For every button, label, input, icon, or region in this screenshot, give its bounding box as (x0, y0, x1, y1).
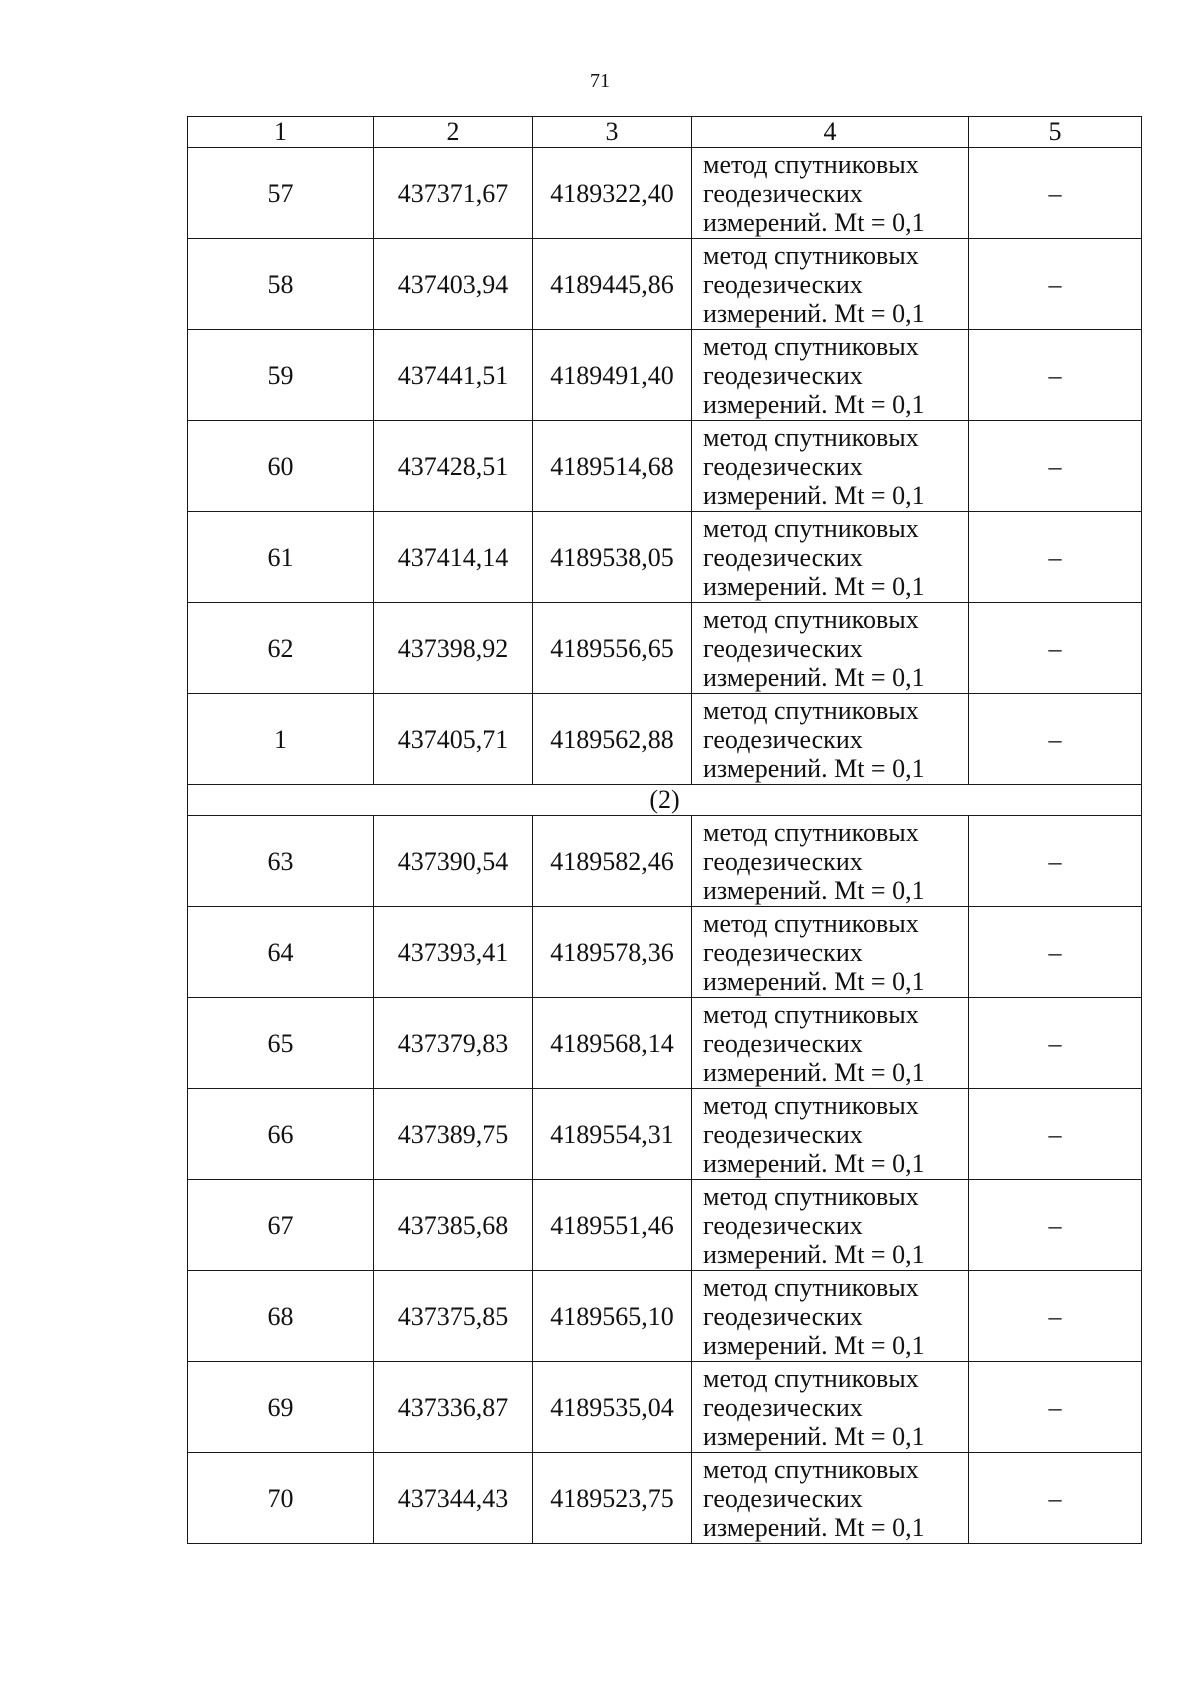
method-line: геодезических (703, 1301, 863, 1331)
x-coordinate-cell: 437390,54 (374, 816, 533, 907)
method-line: метод спутниковых (703, 1454, 919, 1484)
method-line: геодезических (703, 937, 863, 967)
point-cell: 1 (188, 694, 374, 785)
method-line: геодезических (703, 178, 863, 208)
y-coordinate-cell: 4189523,75 (533, 1453, 692, 1544)
point-cell: 65 (188, 998, 374, 1089)
method-line: геодезических (703, 1210, 863, 1240)
method-line: измерений. Mt = 0,1 (703, 966, 925, 996)
section-label: (2) (188, 785, 1142, 816)
method-line: метод спутниковых (703, 1363, 919, 1393)
table-row (188, 1271, 1142, 1362)
table-row (188, 816, 1142, 907)
method-cell (692, 907, 969, 998)
method-cell (692, 330, 969, 421)
table-row (188, 148, 1142, 239)
point-cell: 64 (188, 907, 374, 998)
method-cell (692, 421, 969, 512)
header-cell-4: 4 (692, 117, 969, 148)
method-line: измерений. Mt = 0,1 (703, 480, 925, 510)
point-cell: 59 (188, 330, 374, 421)
table-row (188, 512, 1142, 603)
note-cell: – (969, 1089, 1142, 1180)
point-cell: 70 (188, 1453, 374, 1544)
y-coordinate-cell: 4189491,40 (533, 330, 692, 421)
note-cell: – (969, 1271, 1142, 1362)
x-coordinate-cell: 437375,85 (374, 1271, 533, 1362)
method-cell (692, 998, 969, 1089)
note-cell: – (969, 148, 1142, 239)
note-cell: – (969, 1362, 1142, 1453)
method-cell (692, 1180, 969, 1271)
method-cell (692, 1453, 969, 1544)
note-cell: – (969, 694, 1142, 785)
table-row (188, 907, 1142, 998)
note-cell: – (969, 421, 1142, 512)
point-cell: 60 (188, 421, 374, 512)
method-line: геодезических (703, 1028, 863, 1058)
point-cell: 62 (188, 603, 374, 694)
table-row (188, 239, 1142, 330)
x-coordinate-cell: 437428,51 (374, 421, 533, 512)
table-row (188, 1180, 1142, 1271)
header-cell-5: 5 (969, 117, 1142, 148)
y-coordinate-cell: 4189322,40 (533, 148, 692, 239)
method-line: измерений. Mt = 0,1 (703, 1330, 925, 1360)
y-coordinate-cell: 4189445,86 (533, 239, 692, 330)
method-cell (692, 1089, 969, 1180)
section-row (188, 785, 1142, 816)
method-cell (692, 239, 969, 330)
method-line: измерений. Mt = 0,1 (703, 1512, 925, 1542)
method-line: геодезических (703, 1483, 863, 1513)
method-line: измерений. Mt = 0,1 (703, 571, 925, 601)
x-coordinate-cell: 437441,51 (374, 330, 533, 421)
method-line: метод спутниковых (703, 1272, 919, 1302)
y-coordinate-cell: 4189578,36 (533, 907, 692, 998)
x-coordinate-cell: 437385,68 (374, 1180, 533, 1271)
method-line: геодезических (703, 1392, 863, 1422)
x-coordinate-cell: 437379,83 (374, 998, 533, 1089)
table-row (188, 421, 1142, 512)
x-coordinate-cell: 437414,14 (374, 512, 533, 603)
method-line: метод спутниковых (703, 513, 919, 543)
method-line: геодезических (703, 724, 863, 754)
point-cell: 61 (188, 512, 374, 603)
method-cell (692, 1362, 969, 1453)
method-line: метод спутниковых (703, 999, 919, 1029)
table-row (188, 1089, 1142, 1180)
page-number: 71 (590, 70, 610, 92)
method-line: измерений. Mt = 0,1 (703, 207, 925, 237)
point-cell: 67 (188, 1180, 374, 1271)
y-coordinate-cell: 4189535,04 (533, 1362, 692, 1453)
method-line: метод спутниковых (703, 240, 919, 270)
method-line: метод спутниковых (703, 908, 919, 938)
note-cell: – (969, 907, 1142, 998)
y-coordinate-cell: 4189568,14 (533, 998, 692, 1089)
point-cell: 66 (188, 1089, 374, 1180)
y-coordinate-cell: 4189514,68 (533, 421, 692, 512)
x-coordinate-cell: 437336,87 (374, 1362, 533, 1453)
header-cell-2: 2 (374, 117, 533, 148)
method-cell (692, 148, 969, 239)
method-line: измерений. Mt = 0,1 (703, 1421, 925, 1451)
x-coordinate-cell: 437389,75 (374, 1089, 533, 1180)
method-line: метод спутниковых (703, 331, 919, 361)
note-cell: – (969, 603, 1142, 694)
x-coordinate-cell: 437344,43 (374, 1453, 533, 1544)
note-cell: – (969, 816, 1142, 907)
table-body (188, 117, 1142, 1544)
note-cell: – (969, 1453, 1142, 1544)
x-coordinate-cell: 437403,94 (374, 239, 533, 330)
method-line: метод спутниковых (703, 422, 919, 452)
method-line: измерений. Mt = 0,1 (703, 1239, 925, 1269)
y-coordinate-cell: 4189551,46 (533, 1180, 692, 1271)
method-line: метод спутниковых (703, 695, 919, 725)
method-cell (692, 1271, 969, 1362)
method-line: геодезических (703, 846, 863, 876)
y-coordinate-cell: 4189554,31 (533, 1089, 692, 1180)
x-coordinate-cell: 437405,71 (374, 694, 533, 785)
method-line: геодезических (703, 633, 863, 663)
method-line: измерений. Mt = 0,1 (703, 1057, 925, 1087)
method-cell (692, 694, 969, 785)
y-coordinate-cell: 4189556,65 (533, 603, 692, 694)
point-cell: 63 (188, 816, 374, 907)
note-cell: – (969, 330, 1142, 421)
header-row (188, 117, 1142, 148)
coordinates-table (187, 116, 1142, 1544)
method-line: геодезических (703, 1119, 863, 1149)
method-line: геодезических (703, 542, 863, 572)
method-line: геодезических (703, 451, 863, 481)
point-cell: 69 (188, 1362, 374, 1453)
header-cell-1: 1 (188, 117, 374, 148)
note-cell: – (969, 239, 1142, 330)
method-cell (692, 816, 969, 907)
method-line: метод спутниковых (703, 1181, 919, 1211)
table-row (188, 694, 1142, 785)
method-line: метод спутниковых (703, 149, 919, 179)
method-line: геодезических (703, 269, 863, 299)
y-coordinate-cell: 4189582,46 (533, 816, 692, 907)
table-row (188, 330, 1142, 421)
table-row (188, 1453, 1142, 1544)
method-line: метод спутниковых (703, 604, 919, 634)
method-cell (692, 603, 969, 694)
table-row (188, 998, 1142, 1089)
point-cell: 58 (188, 239, 374, 330)
note-cell: – (969, 998, 1142, 1089)
method-line: измерений. Mt = 0,1 (703, 875, 925, 905)
y-coordinate-cell: 4189562,88 (533, 694, 692, 785)
y-coordinate-cell: 4189538,05 (533, 512, 692, 603)
method-line: метод спутниковых (703, 817, 919, 847)
method-line: измерений. Mt = 0,1 (703, 298, 925, 328)
method-line: метод спутниковых (703, 1090, 919, 1120)
x-coordinate-cell: 437398,92 (374, 603, 533, 694)
method-line: геодезических (703, 360, 863, 390)
table-row (188, 1362, 1142, 1453)
method-line: измерений. Mt = 0,1 (703, 753, 925, 783)
method-cell (692, 512, 969, 603)
y-coordinate-cell: 4189565,10 (533, 1271, 692, 1362)
x-coordinate-cell: 437393,41 (374, 907, 533, 998)
table-row (188, 603, 1142, 694)
method-line: измерений. Mt = 0,1 (703, 662, 925, 692)
point-cell: 68 (188, 1271, 374, 1362)
x-coordinate-cell: 437371,67 (374, 148, 533, 239)
note-cell: – (969, 1180, 1142, 1271)
method-line: измерений. Mt = 0,1 (703, 389, 925, 419)
point-cell: 57 (188, 148, 374, 239)
header-cell-3: 3 (533, 117, 692, 148)
note-cell: – (969, 512, 1142, 603)
method-line: измерений. Mt = 0,1 (703, 1148, 925, 1178)
